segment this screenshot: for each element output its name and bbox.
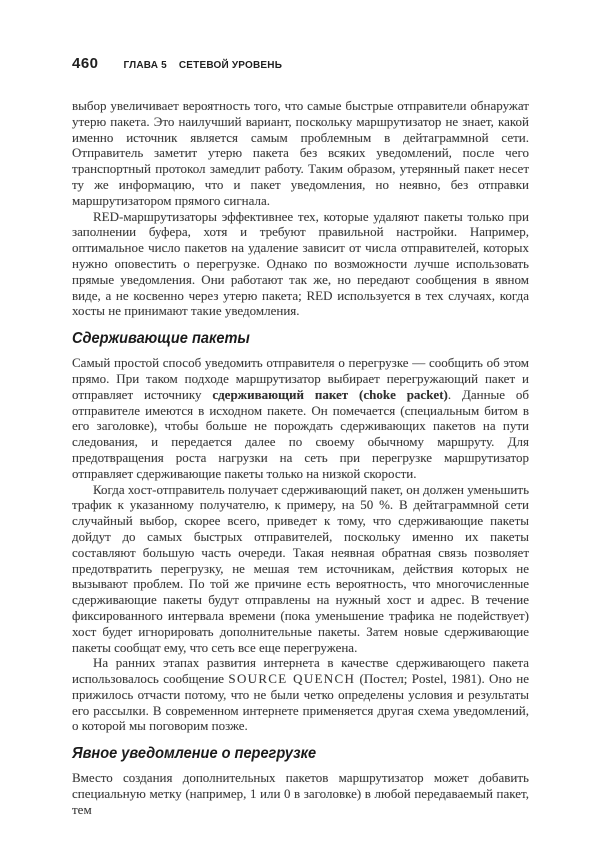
- page-content: [72, 55, 529, 818]
- page-number: 460: [72, 55, 99, 72]
- section-heading-choke-packets: Сдерживающие пакеты: [72, 330, 250, 348]
- chapter-label: ГЛАВА 5: [123, 60, 167, 71]
- paragraph-explicit-congestion: Вместо создания дополнительных пакетов маршрутизатор может добавить специальную метку (например, 1 или 0 в заголовке) в любой передаваемый пакет, тем: [72, 770, 529, 817]
- running-head: [72, 55, 529, 72]
- paragraph-text: (Постел; Postel, 1981). Оно не прижилось отчасти потому, что не были четко определены условия и результаты его рассылки. В современном интернете применяется другая схема уведомлений, о которой мы поговорим позже.: [72, 671, 529, 734]
- paragraph-text: Самый простой способ уведомить отправителя о перегрузке — сообщить об этом прямо. При таком подходе маршрутизатор выбирает перегружающий пакет и отправляет источнику: [72, 355, 529, 402]
- paragraph-host-behavior: Когда хост-отправитель получает сдерживающий пакет, он должен уменьшить трафик к указанному получателю, к примеру, на 50 %. В дейтаграммной сети случайный выбор, скорее всего, приведет к тому, что сдерживающие пакеты дойдут до самых быстрых отправителей, поскольку именно их пакеты составляют большую часть очереди. Такая неявная обратная связь позволяет предотвратить перегрузку, не мешая тем источникам, действия которых не вызывают проблем. По той же причине есть вероятность, что многочисленные сдерживающие пакеты будут отправлены на нужный хост и адрес. В течение фиксированного интервала времени (пока уменьшение трафика не подействует) хост будет игнорировать дополнительные пакеты. Затем новые сдерживающие пакеты сообщат ему, что сеть все еще перегружена.: [72, 481, 529, 655]
- source-quench-term: SOURCE QUENCH: [228, 671, 356, 687]
- paragraph-choke-packet-intro: [72, 355, 529, 481]
- section-heading-explicit-congestion: Явное уведомление о перегрузке: [72, 745, 317, 763]
- paragraph-text: На ранних этапах развития интернета в качестве сдерживающего пакета использовалось сообщение: [72, 655, 529, 687]
- chapter-title: СЕТЕВОЙ УРОВЕНЬ: [178, 60, 283, 71]
- paragraph-red-routers: RED-маршрутизаторы эффективнее тех, которые удаляют пакеты только при заполнении буфера, хотя и требуют правильной настройки. Например, оптимальное число пакетов на удаление зависит от числа отправителей, которых нужно оповестить о перегрузке. Однако по возможности лучше использовать прямые уведомления. Они работают так же, но передают сообщения в явном виде, а не косвенно через утерю пакета; RED используется в тех случаях, когда хосты не принимают такие уведомления.: [72, 208, 529, 319]
- paragraph-red-continuation: выбор увеличивает вероятность того, что самые быстрые отправители обнаружат утерю пакета. Это наилучший вариант, поскольку маршрутизатор не знает, какой именно источник является самым проблемным в дейтаграммной сети. Отправитель заметит утерю пакета без всяких уведомлений, после чего транспортный протокол замедлит работу. Таким образом, утерянный пакет несет ту же информацию, что и пакет уведомления, но неявно, без отправки маршрутизатором прямого сигнала.: [72, 98, 529, 208]
- paragraph-source-quench: [72, 655, 529, 734]
- paragraph-text: . Данные об отправителе имеются в исходном пакете. Он помечается (специальным битом в его заголовке), чтобы больше не порождать сдерживающих пакетов на пути следования, и передается далее по своему обычному маршруту. Для предотвращения роста нагрузки на сеть при перегрузке маршрутизатор отправляет сдерживающие пакеты только на низкой скорости.: [72, 386, 530, 481]
- bold-term-choke-packet: сдерживающий пакет (choke packet): [212, 386, 448, 402]
